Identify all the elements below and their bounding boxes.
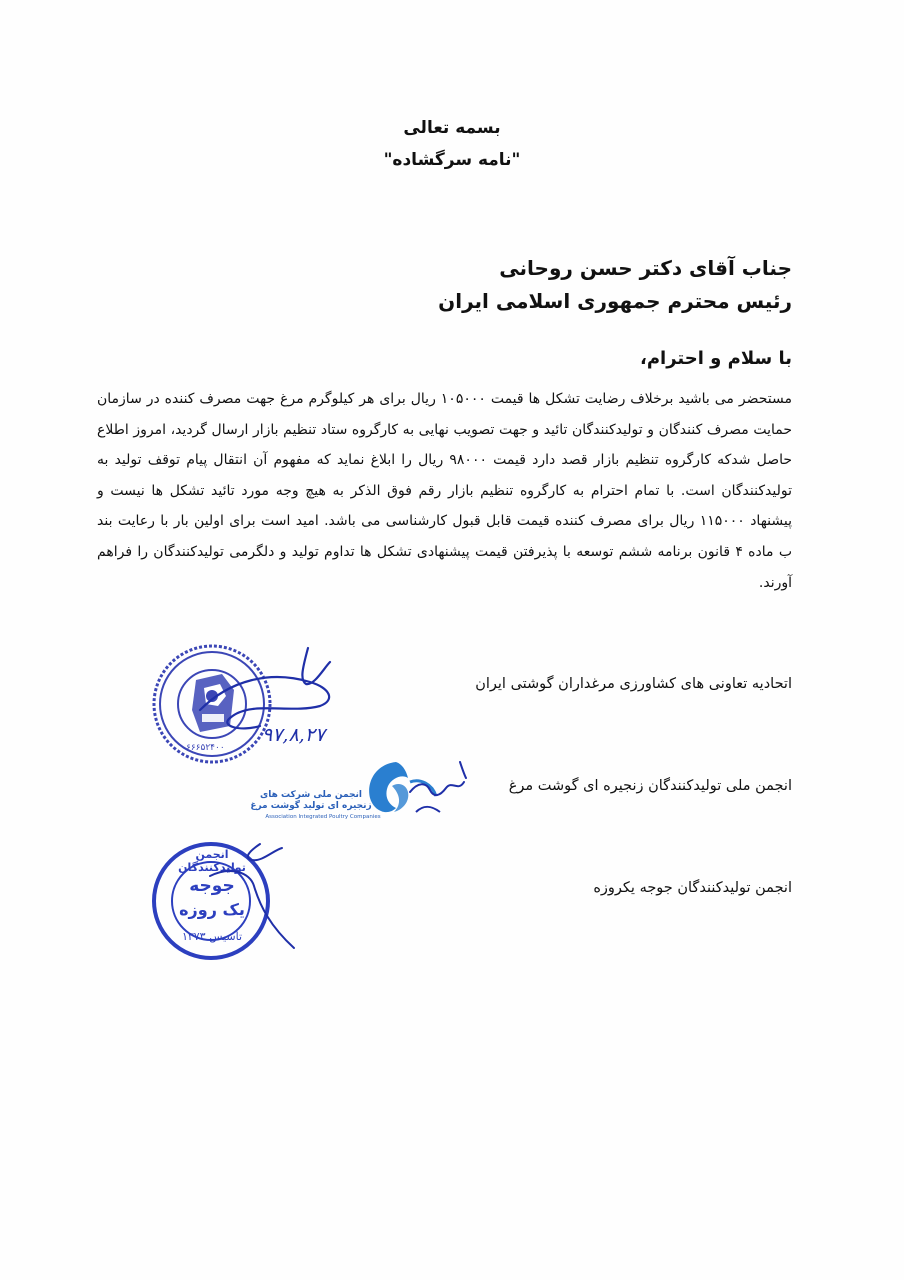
letter-title: "نامه سرگشاده" xyxy=(383,150,521,170)
addressee-name: جناب آقای دکتر حسن روحانی xyxy=(499,256,792,280)
poultry-association-signature xyxy=(400,752,480,812)
poultry-logo-text-fa: انجمن ملی شرکت های زنجیره ای تولید گوشت مرغ xyxy=(250,790,372,811)
letter-body: مستحضر می باشید برخلاف رضایت تشکل ها قیمت ۱۰۵۰۰۰ ریال برای هر کیلوگرم مرغ جهت مصرف کننده در سازمان حمایت مصرف کنندگان و تولیدکنندگان تائید و جهت تصویب نهایی به کارگروه ستاد تنظیم بازار ارسال گردید، امروز اطلاع حاصل شدکه کارگروه تنظیم بازار قصد دارد قیمت ۹۸۰۰۰ ریال را ابلاغ نماید که مفهوم آن انتقال پیام توقف تولید به تولیدکنندگان است. با تمام احترام به کارگروه تنظیم بازار رقم فوق الذکر به هیچ وجه مورد تائید تشکل ها نیست و پیشنهاد ۱۱۵۰۰۰ ریال برای مصرف کننده قیمت قابل قبول کارشناسی می باشد. امید است برای اولین بار با رعایت بند ب ماده ۴ قانون برنامه ششم توسعه با پذیرفتن قیمت پیشنهادی تشکل ها تداوم تولید و دلگرمی تولیدکنندگان را فراهم آورند. xyxy=(97,391,793,591)
handwritten-date: ۹۷,۸,۲۷ xyxy=(262,724,326,746)
signatory-union: اتحادیه تعاونی های کشاورزی مرغداران گوشتی ایران xyxy=(475,676,792,692)
poultry-logo-text-en: Association Integrated Poultry Companies xyxy=(265,814,381,820)
chick-producers-signature xyxy=(190,836,310,956)
chick-seal-founded: تاسیس ۱۳۷۳ xyxy=(181,930,243,943)
chick-seal-line2: یک روزه xyxy=(179,900,245,919)
chick-seal-line1: جوجه xyxy=(189,876,235,896)
addressee-title: رئیس محترم جمهوری اسلامی ایران xyxy=(438,289,792,313)
greeting: با سلام و احترام، xyxy=(640,348,792,369)
signatory-poultry-association: انجمن ملی تولیدکنندگان زنجیره ای گوشت مرغ xyxy=(508,778,792,794)
signatory-chick-producers: انجمن تولیدکنندگان جوجه یکروزه xyxy=(593,880,792,896)
union-seal-number: ۶۶۶۵۲۴۰۰ xyxy=(186,743,225,753)
invocation-heading: بسمه تعالی xyxy=(403,118,501,138)
chick-seal-ring-text: انجمن تولیدکنندگان xyxy=(178,848,246,874)
